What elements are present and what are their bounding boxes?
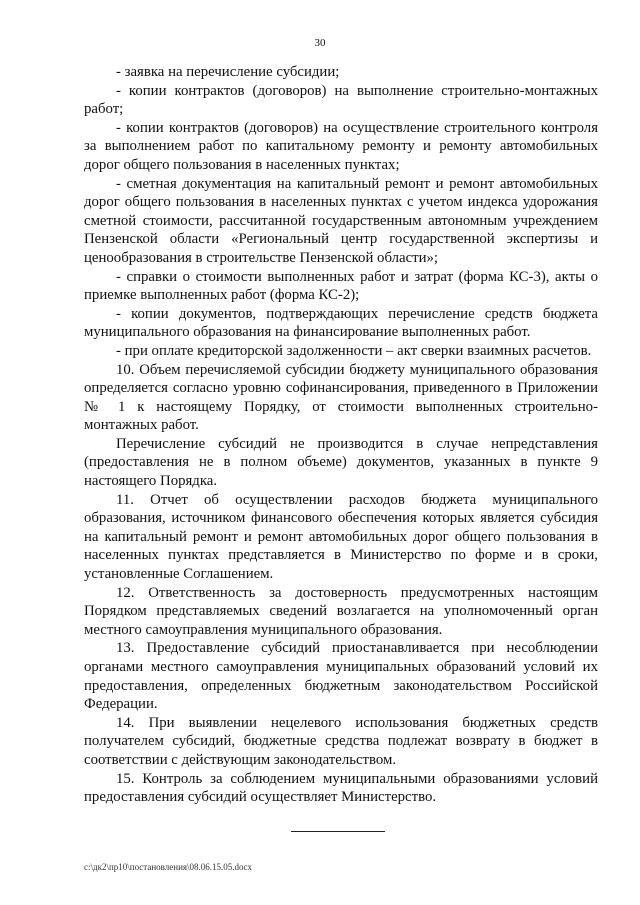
page-number: 30 (314, 37, 326, 49)
paragraph-clause-14: 14. При выявлении нецелевого использования бюджетных средств получателем субсидий, бюджетные средства подлежат возврату в бюджет в соответствии с действующим законодательством. (84, 714, 598, 768)
paragraph-ks-forms: - справки о стоимости выполненных работ и затрат (форма КС-3), акты о приемке выполненных работ (форма КС-2); (84, 268, 598, 304)
end-divider (291, 831, 385, 832)
paragraph-clause-11: 11. Отчет об осуществлении расходов бюджета муниципального образования, источником финансового обеспечения которых является субсидия на капитальный ремонт и ремонт автомобильных дорог общего пользования в населенных пунктах представляется в Министерство по форме и в сроки, установленные Соглашением. (84, 491, 598, 583)
paragraph-construction-contracts: - копии контрактов (договоров) на выполнение строительно-монтажных работ; (84, 82, 598, 118)
document-body (84, 63, 598, 807)
paragraph-reconciliation-act: - при оплате кредиторской задолженности – акт сверки взаимных расчетов. (116, 342, 592, 359)
paragraph-control-contracts: - копии контрактов (договоров) на осуществление строительного контроля за выполнением работ по капитальному ремонту и ремонту автомобильных дорог общего пользования в населенных пунктах; (84, 119, 598, 173)
paragraph-non-transfer: Перечисление субсидий не производится в случае непредставления (предоставления не в полном объеме) документов, указанных в пункте 9 настоящего Порядка. (84, 435, 598, 490)
paragraph-clause-15: 15. Контроль за соблюдением муниципальными образованиями условий предоставления субсидий осуществляет Министерство. (84, 770, 598, 806)
paragraph-subsidy-request: - заявка на перечисление субсидии; (116, 64, 340, 80)
paragraph-estimate-documentation: - сметная документация на капитальный ремонт и ремонт автомобильных дорог общего пользования в населенных пунктах с учетом индекса удорожания сметной стоимости, рассчитанной государственным автономным учреждением Пензенской области «Региональный центр государственной экспертизы и ценообразования в строительстве Пензенской области»; (84, 175, 598, 266)
paragraph-transfer-documents: - копии документов, подтверждающих перечисление средств бюджета муниципального образования на финансирование выполненных работ. (84, 305, 598, 341)
paragraph-clause-10: 10. Объем перечисляемой субсидии бюджету муниципального образования определяется согласно уровню софинансирования, приведенного в Приложении № 1 к настоящему Порядку, от стоимости выполненных строительно-монтажных работ. (84, 361, 598, 434)
paragraph-clause-12: 12. Ответственность за достоверность предусмотренных настоящим Порядком представляемых сведений возлагается на уполномоченный орган местного самоуправления муниципального образования. (84, 584, 598, 638)
paragraph-clause-13: 13. Предоставление субсидий приостанавливается при несоблюдении органами местного самоуправления муниципальных образований условий их предоставления, определенных бюджетным законодательством Российской Федерации. (84, 640, 598, 713)
footer-file-path: c:\дк2\пр10\постановления\08.06.15.05.docx (84, 862, 253, 872)
